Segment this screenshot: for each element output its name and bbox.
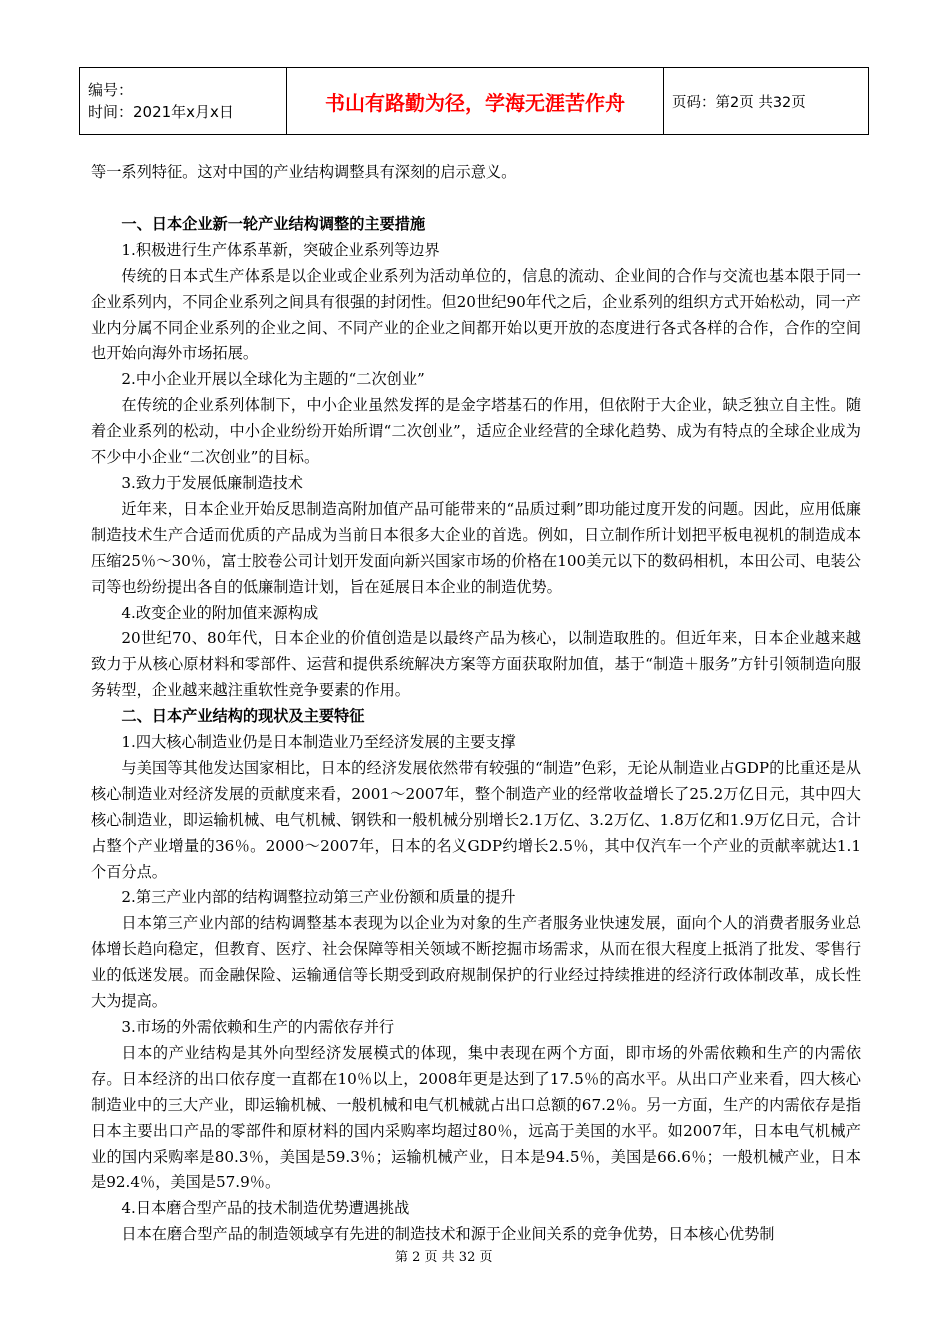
subsection-heading: 3.致力于发展低廉制造技术 — [121, 473, 303, 492]
page-footer: 第 2 页 共 32 页 — [395, 1250, 493, 1265]
header-motto: 书山有路勤为径，学海无涯苦作舟 — [287, 68, 664, 135]
subsection-heading: 1.积极进行生产体系革新，突破企业系列等边界 — [121, 240, 440, 259]
subsection-heading: 1.四大核心制造业仍是日本制造业乃至经济发展的主要支撑 — [121, 733, 516, 752]
intro-paragraph: 等一系列特征。这对中国的产业结构调整具有深刻的启示意义。 — [91, 163, 517, 181]
document-header — [79, 67, 869, 135]
paragraph: 日本在磨合型产品的制造领域享有先进的制造技术和源于企业间关系的竞争优势，日本核心优势制 — [121, 1225, 775, 1244]
subsection-heading: 3.市场的外需依赖和生产的内需依存并行 — [121, 1018, 395, 1036]
paragraph: 在传统的企业系列体制下，中小企业虽然发挥的是金字塔基石的作用，但依附于大企业，缺乏独立自主性。随着企业系列的松动，中小企业纷纷开始所谓“二次创业”，适应企业经营的全球化趋势、成为有特点的全球企业成为不少中小企业“二次创业”的目标。 — [91, 396, 861, 467]
paragraph: 日本第三产业内部的结构调整基本表现为以企业为对象的生产者服务业快速发展，面向个人的消费者服务业总体增长趋向稳定，但教育、医疗、社会保障等相关领域不断挖掘市场需求，从而在很大程度上抵消了批发、零售行业的低迷发展。而金融保险、运输通信等长期受到政府规制保护的行业经过持续推进的经济行政体制改革，成长性大为提高。 — [91, 914, 861, 1011]
paragraph: 近年来，日本企业开始反思制造高附加值产品可能带来的“品质过剩”即功能过度开发的问题。因此，应用低廉制造技术生产合适而优质的产品成为当前日本很多大企业的首选。例如，日立制作所计划把平板电视机的制造成本压缩25％～30％，富士胶卷公司计划开发面向新兴国家市场的价格在100美元以下的数码相机，本田公司、电装公司等也纷纷提出各自的低廉制造计划，旨在延展日本企业的制造优势。 — [91, 499, 861, 596]
paragraph: 与美国等其他发达国家相比，日本的经济发展依然带有较强的“制造”色彩，无论从制造业占GDP的比重还是从核心制造业对经济发展的贡献度来看，2001～2007年，整个制造产业的经常收益增长了25.2万亿日元，其中四大核心制造业，即运输机械、电气机械、钢铁和一般机械分别增长2.1万亿、3.2万亿、1.8万亿和1.9万亿日元，合计占整个产业增量的36％。2000～2007年，日本的名义GDP约增长2.5％，其中仅汽车一个产业的贡献率就达1.1个百分点。 — [91, 758, 861, 881]
subsection-heading: 2.第三产业内部的结构调整拉动第三产业份额和质量的提升 — [121, 888, 516, 907]
header-page-label: 页码：第2页 共32页 — [664, 68, 869, 135]
time-label: 时间：2021年x月x日 — [88, 103, 234, 121]
number-label: 编号： — [88, 81, 134, 99]
paragraph: 20世纪70、80年代，日本企业的价值创造是以最终产品为核心，以制造取胜的。但近年来，日本企业越来越致力于从核心原材料和零部件、运营和提供系统解决方案等方面获取附加值，基于“制造＋服务”方针引领制造向服务转型，企业越来越注重软性竞争要素的作用。 — [91, 629, 861, 700]
subsection-heading: 4.日本磨合型产品的技术制造优势遭遇挑战 — [121, 1199, 410, 1218]
paragraph: 传统的日本式生产体系是以企业或企业系列为活动单位的，信息的流动、企业间的合作与交流也基本限于同一企业系列内，不同企业系列之间具有很强的封闭性。但20世纪90年代之后，企业系列的组织方式开始松动，同一产业内分属不同企业系列的企业之间、不同产业的企业之间都开始以更开放的态度进行各式各样的合作，合作的空间也开始向海外市场拓展。 — [91, 266, 861, 363]
header-meta-cell — [80, 68, 287, 135]
section-heading: 一、日本企业新一轮产业结构调整的主要措施 — [121, 214, 426, 233]
section-heading: 二、日本产业结构的现状及主要特征 — [121, 707, 365, 726]
paragraph: 日本的产业结构是其外向型经济发展模式的体现，集中表现在两个方面，即市场的外需依赖和生产的内需依存。日本经济的出口依存度一直都在10％以上，2008年更是达到了17.5％的高水平。从出口产业来看，四大核心制造业中的三大产业，即运输机械、一般机械和电气机械就占出口总额的67.2％。另一方面，生产的内需依存是指日本主要出口产品的零部件和原材料的国内采购率均超过80％，远高于美国的水平。如2007年，日本电气机械产业的国内采购率是80.3％，美国是59.3％；运输机械产业，日本是94.5％，美国是66.6％；一般机械产业，日本是92.4％，美国是57.9％。 — [91, 1043, 861, 1192]
subsection-heading: 4.改变企业的附加值来源构成 — [121, 603, 319, 622]
document-body — [91, 160, 861, 1248]
subsection-heading: 2.中小企业开展以全球化为主题的“二次创业” — [121, 370, 425, 389]
